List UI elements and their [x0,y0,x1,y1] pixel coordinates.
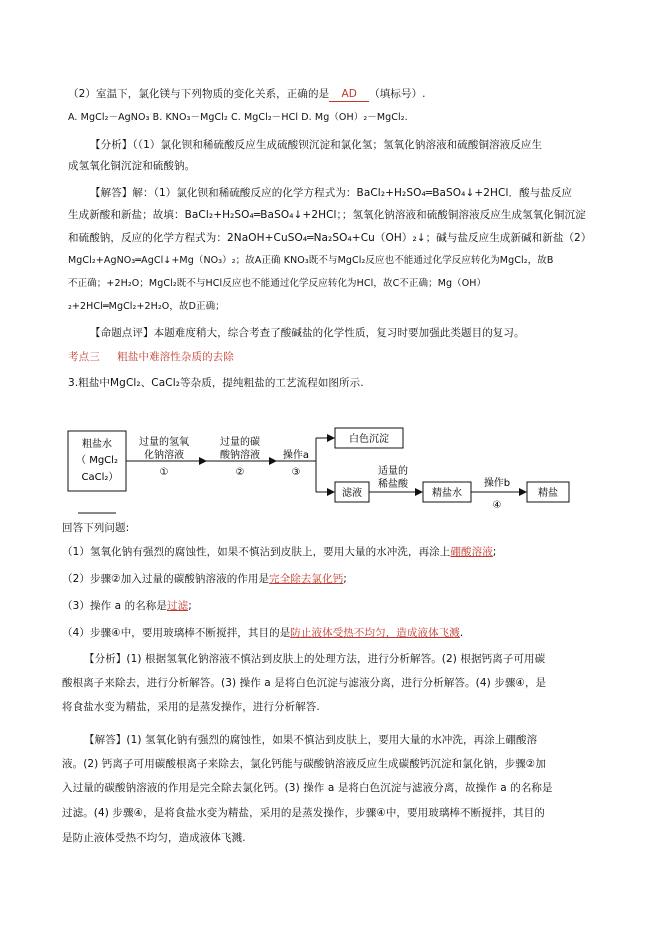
solution2-line3: 入过量的碳酸钠溶液的作用是完全除去氯化钙。(3) 操作 a 是将白色沉淀与滤液分离，故操作 a 的名称是 [62,782,553,794]
box1-line1: 粗盐水 [82,439,112,450]
subq-1 [62,545,496,559]
box1-line3: CaCl₂） [81,472,119,483]
filtrate-label: 滤液 [342,488,362,499]
subq-2-text: （2）步骤②加入过量的碳酸钠溶液的作用是 [62,573,270,585]
q2-options: A. MgCl₂－AgNO₃ B. KNO₃－MgCl₂ C. MgCl₂－HCl D. Mg（OH）₂－MgCl₂. [68,112,408,123]
flow-diagram [0,395,620,520]
analysis2-line2: 酸根离子来除去，进行分析解答。(3) 操作 a 是将白色沉淀与滤液分离，进行分析解答。(4) 步骤④，是 [62,677,547,689]
solution1-line3: 和硫酸钠，反应的化学方程式为：2NaOH+CuSO₄═Na₂SO₄+Cu（OH）₂↓；碱与盐反应生成新碱和新盐（2） [68,232,592,244]
comment1: 【命题点评】本题难度稍大，综合考查了酸碱盐的化学性质，复习时要加强此类题目的复习。 [90,327,525,339]
subq-3-suffix: ; [188,600,192,612]
solution2-line1: 【解答】(1) 氢氧化钠有强烈的腐蚀性，如果不慎沾到皮肤上，要用大量的水冲洗，再涂上硼酸溶 [84,734,538,746]
precipitate-label: 白色沉淀 [349,434,389,445]
subq-1-suffix: ; [492,546,497,558]
subq-1-answer: 硼酸溶液 [450,546,493,558]
subq-2-answer: 完全除去氯化钙 [269,573,344,585]
kaodian-heading [68,350,234,364]
step1-num: ① [159,467,169,478]
subq-4-answer: 防止液体受热不均匀，造成液体飞溅 [290,627,460,639]
answer-lead: 回答下列问题: [62,522,130,534]
q3-stem: 3.粗盐中MgCl₂、CaCl₂等杂质，提纯粗盐的工艺流程如图所示. [68,377,364,389]
solution2-line4: 过滤。(4) 步骤④，是将食盐水变为精盐，采用的是蒸发操作，步骤④中，要用玻璃棒不断搅拌，其目的 [62,807,545,819]
step2-line2: 酸钠溶液 [220,450,260,461]
subq-4 [62,626,463,640]
brine-label: 精盐水 [432,488,462,499]
salt-label: 精盐 [538,488,558,499]
step4-label: 操作b [483,478,511,489]
subq-3-answer: 过滤 [167,600,189,612]
subq-3 [62,599,192,613]
analysis1-line2: 成氢氧化铜沉淀和硫酸钠。 [68,160,196,172]
box1-line2: （ MgCl₂ [76,455,118,466]
subq-4-suffix: . [459,627,464,639]
acid-line2: 稀盐酸 [378,479,408,490]
solution1-line4: MgCl₂+AgNO₃═AgCl↓+Mg（NO₃）₂；故A正确 KNO₃既不与MgCl₂反应也不能通过化学反应转化为MgCl₂，故B [68,255,554,266]
acid-line1: 适量的 [378,466,408,477]
step1-line1: 过量的氢氧 [139,437,189,448]
subq-1-text: （1）氢氧化钠有强烈的腐蚀性，如果不慎沾到皮肤上，要用大量的水冲洗，再涂上 [62,546,451,558]
subq-3-text: （3）操作 a 的名称是 [62,600,167,612]
analysis2-line3: 将食盐水变为精盐，采用的是蒸发操作，进行分析解答. [62,701,320,713]
q2-prefix: （2）室温下，氯化镁与下列物质的变化关系，正确的是 [68,88,330,100]
subq-4-text: （4）步骤④中，要用玻璃棒不断搅拌，其目的是 [62,627,291,639]
solution2-line2: 液。(2) 钙离子可用碳酸根离子来除去，氯化钙能与碳酸钠溶液反应生成碳酸钙沉淀和氯化钠，步骤②加 [62,758,546,770]
step2-line1: 过量的碳 [220,437,260,448]
analysis2-line1: 【分析】(1) 根据氢氧化钠溶液不慎沾到皮肤上的处理方法，进行分析解答。(2) 根据钙离子可用碳 [84,653,546,665]
solution1-line2: 生成新酸和新盐；故填：BaCl₂+H₂SO₄═BaSO₄↓+2HCl；；氢氧化钠溶液和硫酸铜溶液反应生成氢氧化铜沉淀 [68,209,586,221]
step3-label: 操作a [282,450,310,461]
subq-2-suffix: ; [343,573,347,585]
step2-num: ② [235,467,245,478]
kaodian-label: 考点三 [68,351,100,363]
step3-num: ③ [291,467,301,478]
analysis1-line1: 【分析】（（1）氯化钡和稀硫酸反应生成硫酸钡沉淀和氯化氢；氢氧化钠溶液和硫酸铜溶液反应生 [90,139,543,151]
step1-line2: 化钠溶液 [144,450,184,461]
q2-answer: AD [329,87,369,102]
q2-suffix: （填标号）. [369,88,426,100]
q2-line [68,87,426,102]
solution2-line5: 是防止液体受热不均匀，造成液体飞溅. [62,832,246,844]
subq-2 [62,572,347,586]
solution1-line5: 不正确；+2H₂O；MgCl₂既不与HCl反应也不能通过化学反应转化为HCl，故C不正确；Mg（OH） [68,278,487,289]
kaodian-title: 粗盐中难溶性杂质的去除 [117,351,234,363]
solution1-line1: 【解答】解：（1）氯化钡和稀硫酸反应的化学方程式为：BaCl₂+H₂SO₄═BaSO₄↓+2HCl．酸与盐反应 [90,187,573,199]
solution1-line6: ₂+2HCl═MgCl₂+2H₂O，故D正确； [68,301,225,312]
step4-num: ④ [492,500,502,511]
